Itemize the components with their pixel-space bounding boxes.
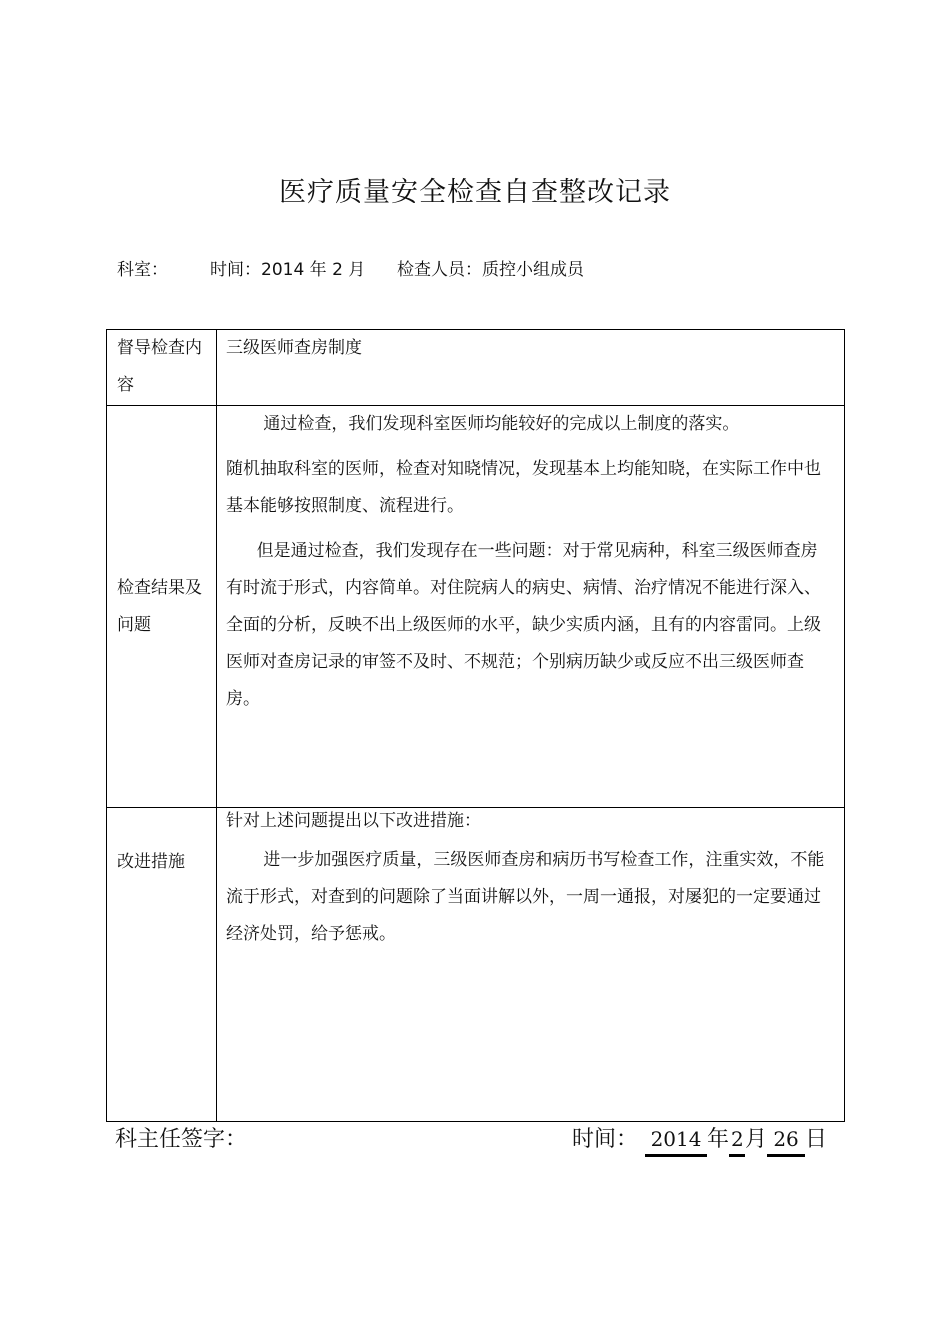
date-day: 26 <box>767 1124 805 1157</box>
time-label: 时间：2014 年 2 月 <box>210 260 366 280</box>
date-month: 2 <box>729 1124 745 1157</box>
row-value-measures <box>217 808 845 1122</box>
year-unit: 年 <box>707 1127 730 1152</box>
date-label: 时间： <box>572 1127 639 1152</box>
inspection-subject: 三级医师查房制度 <box>226 338 362 358</box>
measures-paragraph: 针对上述问题提出以下改进措施： <box>226 811 481 831</box>
date-year: 2014 <box>645 1124 707 1157</box>
results-paragraph: 随机抽取科室的医师，检查对知晓情况，发现基本上均能知晓，在实际工作中也基本能够按照制度、流程进行。 <box>226 459 821 516</box>
row-value-results <box>217 406 845 808</box>
results-paragraph: 但是通过检查，我们发现存在一些问题：对于常见病种，科室三级医师查房有时流于形式，内容简单。对住院病人的病史、病情、治疗情况不能进行深入、全面的分析，反映不出上级医师的水平，缺少实质内涵，且有的内容雷同。上级医师对查房记录的审签不及时、不规范；个别病历缺少或反应不出三级医师查房。 <box>226 541 821 709</box>
signature-date <box>572 1122 827 1157</box>
results-paragraph: 通过检查，我们发现科室医师均能较好的完成以上制度的落实。 <box>263 414 740 434</box>
month-unit: 月 <box>745 1127 768 1152</box>
measures-paragraph: 进一步加强医疗质量，三级医师查房和病历书写检查工作，注重实效，不能流于形式，对查到的问题除了当面讲解以外，一周一通报，对屡犯的一定要通过经济处罚，给予惩戒。 <box>226 850 825 944</box>
inspector-label: 检查人员：质控小组成员 <box>397 260 584 280</box>
dept-label: 科室： <box>117 260 168 280</box>
row-value-content <box>217 330 845 406</box>
document-title: 医疗质量安全检查自查整改记录 <box>279 177 671 208</box>
day-unit: 日 <box>805 1127 828 1152</box>
record-table <box>106 329 845 1122</box>
table-row <box>107 330 845 406</box>
signature-label: 科主任签字： <box>115 1127 248 1152</box>
row-label-measures: 改进措施 <box>107 808 217 1122</box>
meta-line <box>117 255 584 280</box>
table-row <box>107 406 845 808</box>
row-label-content: 督导检查内容 <box>107 330 217 406</box>
table-row <box>107 808 845 1122</box>
row-label-results: 检查结果及问题 <box>107 406 217 808</box>
